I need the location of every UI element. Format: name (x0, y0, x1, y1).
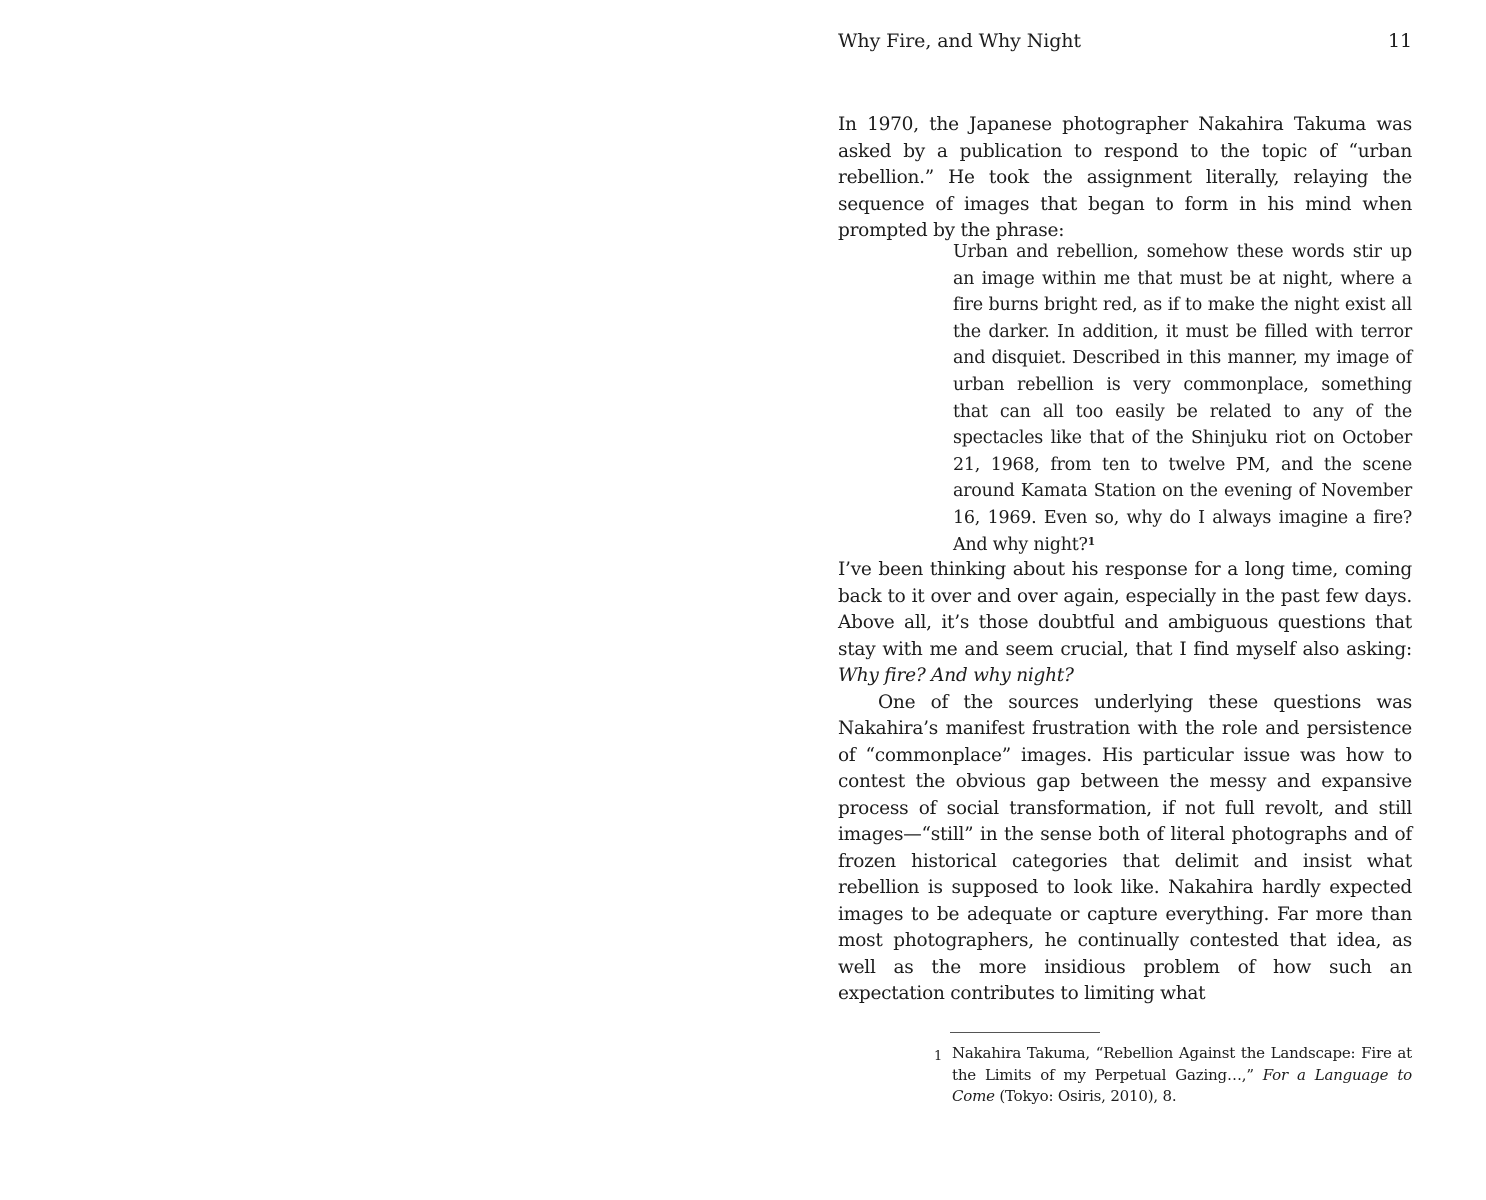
running-header (838, 30, 1412, 52)
footnote-citation-italic: For a Language to Come (952, 1065, 1412, 1105)
blockquote-nakahira (953, 239, 1412, 560)
footnote-reference-1: 1 (1087, 534, 1096, 548)
footnote-number: 1 (934, 1049, 943, 1064)
page-number: 11 (1388, 30, 1412, 52)
text-column (838, 0, 1412, 1200)
body-text-flow (838, 557, 1412, 1008)
paragraph-sources: One of the sources underlying these questions was Nakahira’s manifest frustration with the role and persistence of “commonplace” images. His particular issue was how to contest the obvious gap between the messy and expansive process of social transformation, if not full revolt, and still images—“still” in the sense both of literal photographs and of frozen historical categories that delimit and insist what rebellion is supposed to look like. Nakahira hardly expected images to be adequate or capture everything. Far more than most photographers, he continually contested that idea, as well as the more insidious problem of how such an expectation contributes to limiting what (838, 691, 1412, 1004)
paragraph-response-text: I’ve been thinking about his response for a long time, coming back to it over and over again, especially in the past few days. Above all, it’s those doubtful and ambiguous questions that stay with me and seem crucial, that I find myself also asking: (838, 559, 1412, 660)
running-header-title: Why Fire, and Why Night (838, 30, 1081, 52)
footnote-citation-tail: (Tokyo: Osiris, 2010), 8. (994, 1087, 1177, 1105)
footnote-rule (950, 1032, 1100, 1033)
footnote-citation-text: Nakahira Takuma, “Rebellion Against the Landscape: Fire at the Limits of my Perpetual Gazing…,” (952, 1044, 1412, 1084)
blockquote-text: Urban and rebellion, somehow these words stir up an image within me that must be at night, where a fire burns bright red, as if to make the night exist all the darker. In addition, it must be filled with terror and disquiet. Described in this manner, my image of urban rebellion is very commonplace, something that can all too easily be related to any of the spectacles like that of the Shinjuku riot on October 21, 1968, from ten to twelve PM, and the scene around Kamata Station on the evening of November 16, 1969. Even so, why do I always imagine a fire? And why night? (953, 242, 1412, 555)
paragraph-response (838, 557, 1412, 690)
footnote-1 (934, 1043, 1412, 1108)
paragraph-response-italic: Why fire? And why night? (838, 665, 1074, 686)
paragraph-intro: In 1970, the Japanese photographer Nakahira Takuma was asked by a publication to respond to the topic of “urban rebellion.” He took the assignment literally, relaying the sequence of images that began to form in his mind when prompted by the phrase: (838, 114, 1412, 241)
footnote-text (952, 1043, 1412, 1108)
